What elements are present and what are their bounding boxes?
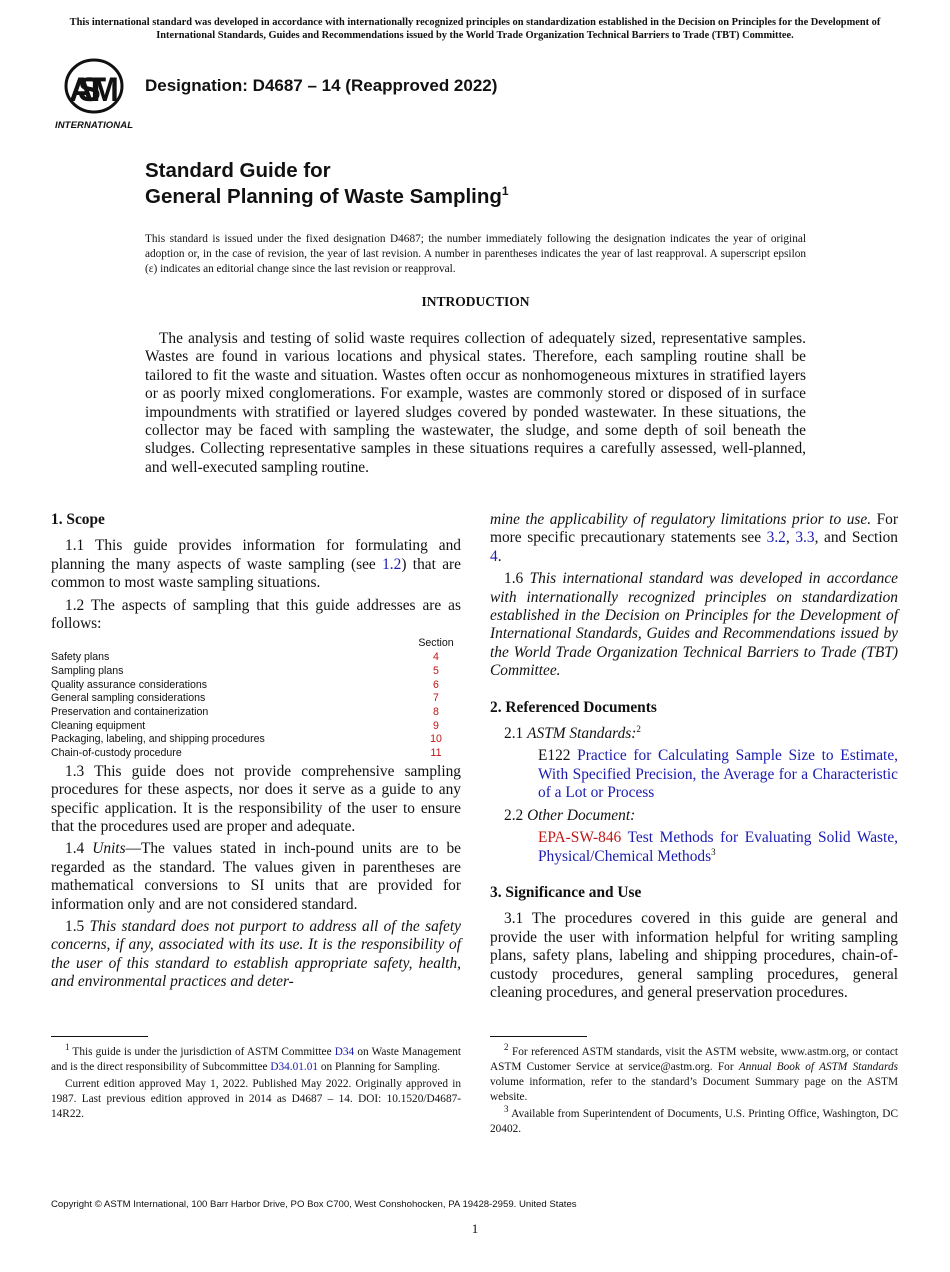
footnote-1-edition <box>51 1077 461 1122</box>
table-row <box>51 733 461 747</box>
text-run: 1.1 This guide provides information for formulating and planning the many aspects of waste sampling (see <box>51 537 461 573</box>
para-1-6 <box>490 570 898 680</box>
text-run: on Planning for Sampling. <box>318 1061 441 1073</box>
table-row <box>51 747 461 761</box>
aspect-label: Quality assurance considerations <box>51 678 208 691</box>
text-run: This guide is under the jurisdiction of ASTM Committee <box>69 1046 335 1058</box>
text-run: 1.5 <box>65 918 90 936</box>
svg-text:INTERNATIONAL: INTERNATIONAL <box>55 120 133 131</box>
aspect-label: Packaging, labeling, and shipping procedures <box>51 733 265 746</box>
section-link[interactable]: 10 <box>430 733 442 746</box>
section-1-heading: 1. Scope <box>51 511 105 528</box>
text-run: mine the applicability of regulatory limitations prior to use. <box>490 511 872 528</box>
text-run: 1.4 <box>65 840 93 858</box>
text-run: 2.1 <box>504 725 528 743</box>
text-run: . <box>497 547 502 565</box>
title-line-2: General Planning of Waste Sampling <box>145 185 502 208</box>
introduction-text: The analysis and testing of solid waste requires collection of adequately sized, representative samples. Wastes are found in various locations and physical states. Therefore, each sampling routine shall be tailored to fit the waste and situation. Wastes often occur as nonhomogeneous mixtures in stratified layers or as poorly mixed conglomerations. For example, wastes are commonly stored or disposed of in surface impoundments with stratified or layered sludges covered by ponded wastewater. In these situations, the collector may be faced with sampling the wastewater, the sludge, and some depth of soil beneath the sludges. Collecting representative samples in these situations requires a carefully assessed, well-planned, and well-executed sampling routine. <box>145 330 806 476</box>
para-2-2 <box>490 807 898 825</box>
text-run: Other Document: <box>527 806 636 824</box>
para-1-4 <box>51 840 461 914</box>
para-1-1 <box>51 537 461 592</box>
footnote-ref[interactable]: 2 <box>504 1042 509 1053</box>
text-run: Current edition approved May 1, 2022. Published May 2022. Originally approved in 1987. Last previous edition approved in 2014 as D4687 – 14. DOI: 10.1520/D4687-14R22. <box>51 1078 461 1120</box>
para-1-2 <box>51 597 461 634</box>
introduction-heading: INTRODUCTION <box>421 294 530 309</box>
title-footnote-ref[interactable]: 1 <box>501 184 509 199</box>
designation: Designation: D4687 – 14 (Reapproved 2022) <box>145 76 498 95</box>
ref-e122[interactable] <box>508 747 898 802</box>
text-run: For referenced ASTM standards, visit the ASTM website, www.astm.org, or contact ASTM Customer Service at service@astm.org. For <box>490 1046 898 1073</box>
astm-logo <box>53 56 135 132</box>
footnote-rule-left <box>51 1036 148 1037</box>
cross-reference-link[interactable]: 4 <box>490 547 498 565</box>
text-run: Available from Superintendent of Documents, U.S. Printing Office, Washington, DC 20402. <box>490 1108 898 1135</box>
table-row <box>51 706 461 720</box>
section-2-heading: 2. Referenced Documents <box>490 698 657 716</box>
table-row <box>51 665 461 679</box>
right-column <box>490 511 898 1006</box>
text-run: —The values stated in inch-pound units are to be regarded as the standard. The values given in parentheses are mathematical conversions to SI units that are provided for information only and are not considered standard. <box>51 840 462 913</box>
footnote-ref[interactable]: 3 <box>711 846 716 857</box>
table-row <box>51 720 461 734</box>
footnote-3 <box>490 1104 898 1137</box>
section-column-header: Section <box>418 637 454 650</box>
aspect-label: Preservation and containerization <box>51 705 209 718</box>
section-link[interactable]: 9 <box>433 719 439 732</box>
para-2-1 <box>490 725 898 743</box>
text-run: For more specific precautionary statements see <box>490 511 899 547</box>
table-row <box>51 651 461 665</box>
footnote-ref[interactable]: 3 <box>504 1104 509 1115</box>
title-line-1: Standard Guide for <box>145 159 331 182</box>
footnote-ref[interactable]: 1 <box>65 1042 70 1053</box>
aspect-label: Sampling plans <box>51 664 124 677</box>
section-link[interactable]: 4 <box>433 651 439 664</box>
copyright: Copyright © ASTM International, 100 Barr Harbor Drive, PO Box C700, West Conshohocken, PA 19428-2959. United States <box>51 1199 577 1210</box>
tbt-notice: This international standard was developed in accordance with internationally recognized principles on standardization established in the Decision on Principles for the Development of International Standards, Guides and Recommendations issued by the World Trade Organization Technical Barriers to Trade (TBT) Committee. <box>69 17 881 41</box>
footnote-2 <box>490 1042 898 1105</box>
text-run: 1.3 This guide does not provide comprehensive sampling procedures for these aspects, nor does it serve as a guide to any specific application. It is the responsibility of the user to ensure that the procedures used are proper and adequate. <box>51 762 461 835</box>
cross-reference-link[interactable]: Test Methods for Evaluating Solid Waste, Physical/Chemical Methods <box>538 829 898 865</box>
text-run: Annual Book of ASTM Standards <box>738 1061 898 1073</box>
aspect-label: Cleaning equipment <box>51 719 146 732</box>
aspects-table <box>51 637 461 760</box>
cross-reference-link[interactable]: 3.2 <box>766 529 786 547</box>
text-run: , and Section <box>814 529 898 547</box>
cross-reference-link[interactable]: Practice for Calculating Sample Size to Estimate, With Specified Precision, the Average for a Characteristic of a Lot or Process <box>538 747 899 802</box>
table-row <box>51 692 461 706</box>
aspect-label: Chain-of-custody procedure <box>51 747 182 760</box>
cross-reference-link[interactable]: D34 <box>334 1046 355 1058</box>
aspect-label: General sampling considerations <box>51 692 206 705</box>
text-run: , <box>785 529 796 547</box>
footnote-ref[interactable]: 2 <box>636 723 641 734</box>
cross-reference-link[interactable]: D34.01.01 <box>270 1061 319 1073</box>
cross-reference-link[interactable]: EPA-SW-846 <box>538 829 622 847</box>
footnote-1 <box>51 1042 461 1075</box>
text-run: volume information, refer to the standard’s Document Summary page on the ASTM website. <box>490 1076 898 1103</box>
para-1-3 <box>51 763 461 837</box>
document-title <box>145 158 509 210</box>
text-run: on Waste Management and is the direct responsibility of Subcommittee <box>51 1046 461 1073</box>
text-run: This international standard was developed in accordance with internationally recognized principles on standardization established in the Decision on Principles for the Development of International Standards, Guides and Recommendations issued by the World Trade Organization Technical Barriers to Trade (TBT) Committee. <box>490 570 898 680</box>
section-link[interactable]: 11 <box>430 747 442 760</box>
footnotes-left <box>51 1042 461 1124</box>
section-link[interactable]: 8 <box>433 705 439 718</box>
footnotes-right <box>490 1042 898 1139</box>
text-run: ) that are common to most waste sampling situations. <box>51 555 461 592</box>
left-column <box>51 511 461 996</box>
svg-text:ASTM: ASTM <box>69 71 119 109</box>
section-3-heading: 3. Significance and Use <box>490 883 642 901</box>
cross-reference-link[interactable]: 1.2 <box>382 555 402 573</box>
section-link[interactable]: 7 <box>433 692 439 705</box>
para-3-1 <box>490 910 898 1002</box>
cross-reference-link[interactable]: 3.3 <box>795 529 815 547</box>
ref-epa-sw-846[interactable] <box>508 829 898 866</box>
section-link[interactable]: 6 <box>433 678 439 691</box>
text-run: Units <box>92 840 126 858</box>
text-run: 2.2 <box>504 806 528 824</box>
issuance-note: This standard is issued under the fixed designation D4687; the number immediately following the designation indicates the year of original adoption or, in the case of revision, the year of last revision. A number in parentheses indicates the year of last reapproval. A superscript epsilon (ε) indicates an editorial change since the last revision or reapproval. <box>145 233 806 275</box>
text-run: 1.2 The aspects of sampling that this guide addresses are as follows: <box>51 596 461 633</box>
para-1-5 <box>51 918 461 992</box>
text-run: ASTM Standards: <box>527 725 637 743</box>
aspect-label: Safety plans <box>51 651 110 664</box>
text-run: 1.6 <box>504 570 530 588</box>
table-row <box>51 679 461 693</box>
footnote-rule-right <box>490 1036 587 1037</box>
text-run: E122 <box>538 747 578 765</box>
text-run: 3.1 The procedures covered in this guide are general and provide the user with information helpful for writing sampling plans, safety plans, labeling and shipping procedures, chain-of-custody procedures, general sampling procedures, general cleaning procedures, and general preservation procedures. <box>490 910 898 1001</box>
text-run: This standard does not purport to address all of the safety concerns, if any, associated with its use. It is the responsibility of the user of this standard to establish appropriate safety, health, and environmental practices and deter- <box>51 918 461 991</box>
page-number: 1 <box>471 1221 479 1236</box>
section-link[interactable]: 5 <box>433 664 439 677</box>
para-1-5-continued <box>490 511 898 566</box>
